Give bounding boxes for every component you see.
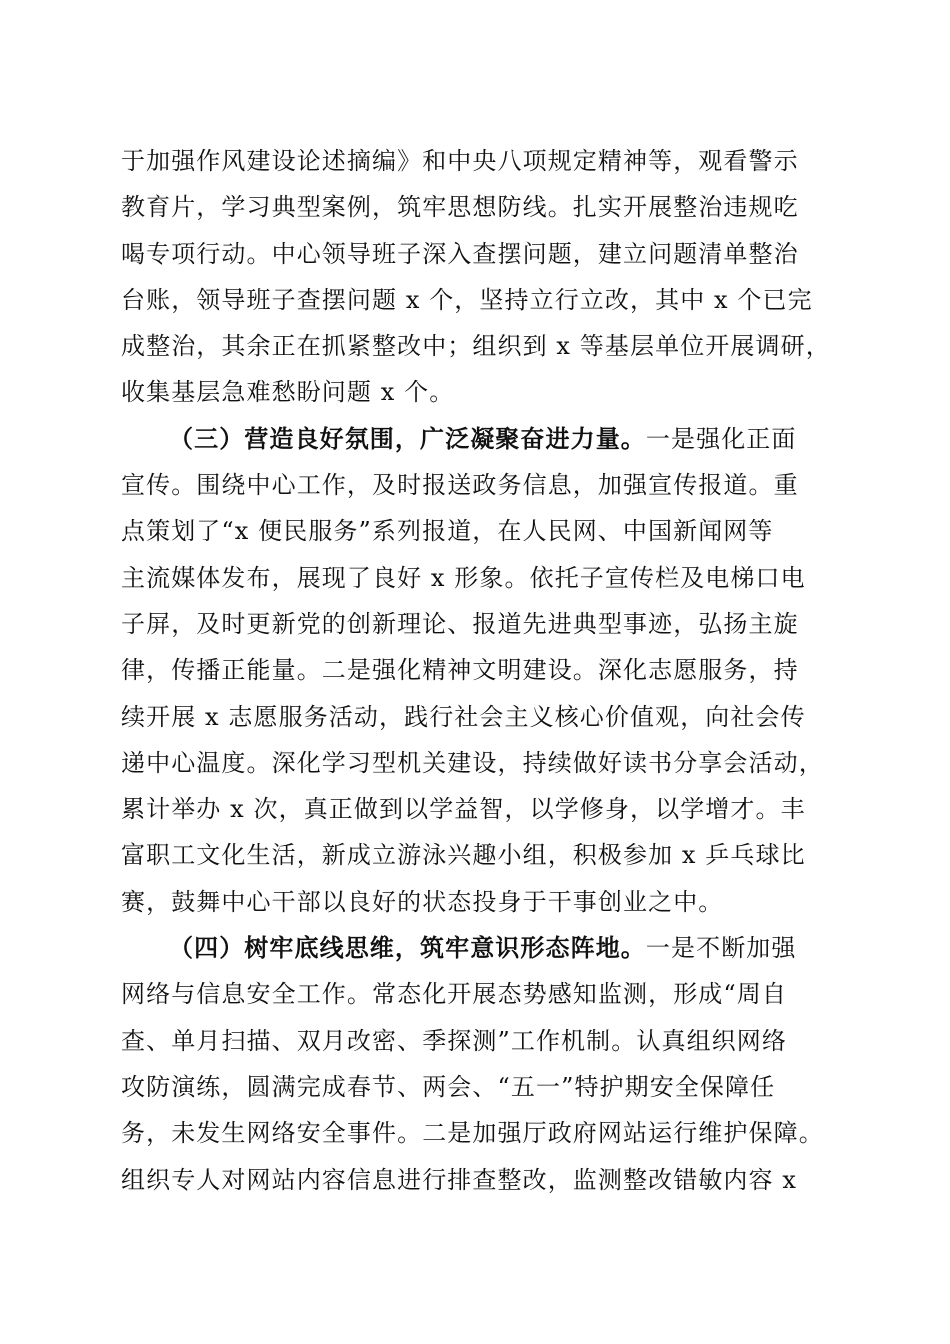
section-heading-4: （四）树牢底线思维，筑牢意识形态阵地。	[169, 933, 646, 963]
paragraph-first-line	[121, 416, 833, 462]
text-line: 喝专项行动。中心领导班子深入查摆问题，建立问题清单整治	[121, 239, 799, 268]
document-body	[121, 138, 833, 1203]
text-line: 主流媒体发布，展现了良好 x 形象。依托子宣传栏及电梯口电	[121, 563, 806, 592]
text-line: 点策划了“x 便民服务”系列报道，在人民网、中国新闻网等	[121, 517, 774, 546]
text-line: 网络与信息安全工作。常态化开展态势感知监测，形成“周自	[121, 980, 787, 1009]
text-line: 续开展 x 志愿服务活动，践行社会主义核心价值观，向社会传	[121, 702, 806, 731]
text-line: 子屏，及时更新党的创新理论、报道先进典型事迹，弘扬主旋	[121, 609, 799, 638]
text-line: 递中心温度。深化学习型机关建设，持续做好读书分享会活动，	[121, 748, 824, 777]
paragraph-first-line	[121, 925, 833, 971]
paragraph-2	[121, 416, 833, 925]
text-line: 宣传。围绕中心工作，及时报送政务信息，加强宣传报道。重	[121, 471, 799, 500]
text-line: 累计举办 x 次，真正做到以学益智，以学修身，以学增才。丰	[121, 795, 806, 824]
paragraph-1	[121, 138, 833, 416]
text-line: 律，传播正能量。二是强化精神文明建设。深化志愿服务，持	[121, 656, 799, 685]
text-run: 一是不断加强	[645, 934, 797, 963]
section-heading-3: （三）营造良好氛围，广泛凝聚奋进力量。	[169, 423, 646, 453]
text-line: 组织专人对网站内容信息进行排查整改，监测整改错敏内容 x	[121, 1165, 797, 1194]
text-line: 收集基层急难愁盼问题 x 个。	[121, 378, 455, 407]
text-line: 教育片，学习典型案例，筑牢思想防线。扎实开展整治违规吃	[121, 193, 799, 222]
text-line: 成整治，其余正在抓紧整改中；组织到 x 等基层单位开展调研，	[121, 332, 831, 361]
text-line: 查、单月扫描、双月改密、季探测”工作机制。认真组织网络	[121, 1026, 787, 1055]
text-line: 攻防演练，圆满完成春节、两会、“五一”特护期安全保障任	[121, 1072, 776, 1101]
text-run: 一是强化正面	[645, 424, 797, 453]
text-line: 台账，领导班子查摆问题 x 个，坚持立行立改，其中 x 个已完	[121, 285, 813, 314]
text-line: 富职工文化生活，新成立游泳兴趣小组，积极参加 x 乒乓球比	[121, 841, 806, 870]
paragraph-3	[121, 925, 833, 1203]
text-line: 于加强作风建设论述摘编》和中央八项规定精神等，观看警示	[121, 147, 799, 175]
text-line: 赛，鼓舞中心干部以良好的状态投身于干事创业之中。	[121, 887, 724, 916]
text-line: 务，未发生网络安全事件。二是加强厅政府网站运行维护保障。	[121, 1119, 824, 1148]
